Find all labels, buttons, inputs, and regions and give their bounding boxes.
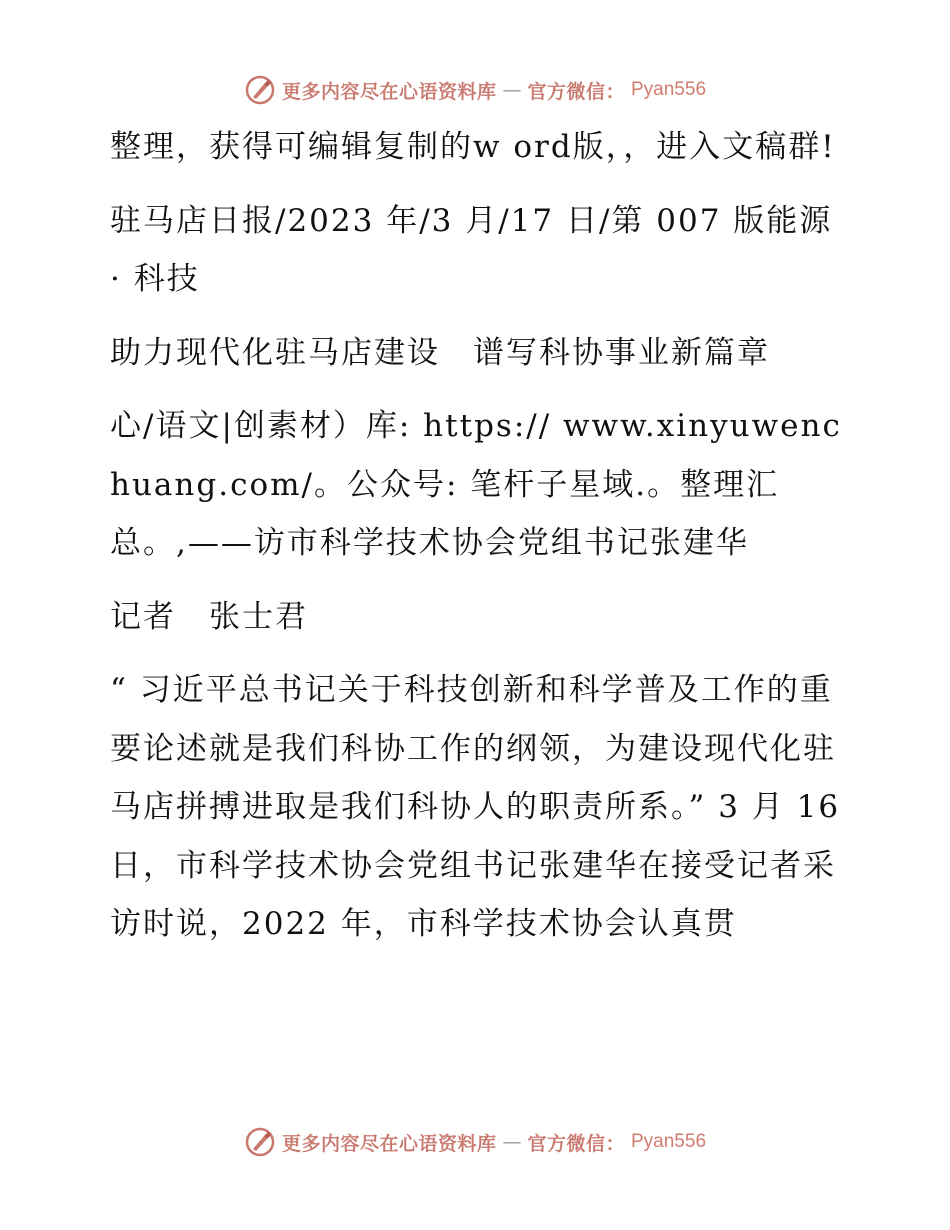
watermark-site-text: 更多内容尽在心语资料库 (281, 1132, 497, 1155)
body-paragraph: “ 习近平总书记关于科技创新和科学普及工作的重要论述就是我们科协工作的纲领，为建设现代化驻马店拼搏进取是我们科协人的职责所系。” 3 月 16 日，市科学技术协会党组书记张建华在接受记者采访时说，2022 年，市科学技术协会认真贯 (110, 672, 841, 942)
header-watermark (0, 70, 950, 110)
watermark-wechat-id: Pyan556 (631, 1131, 707, 1152)
watermark-wechat-id: Pyan556 (631, 79, 707, 100)
source-line: 驻马店日报/2023 年/3 月/17 日/第 007 版能源 · 科技 (110, 202, 833, 297)
pen-circle-icon (244, 74, 276, 106)
footer-watermark (0, 1122, 950, 1162)
watermark-official-label: 官方微信： (527, 1132, 625, 1155)
article-title: 助力现代化驻马店建设 谱写科协事业新篇章 (110, 334, 770, 371)
document-body (98, 118, 850, 969)
watermark-official-label: 官方微信： (527, 80, 625, 103)
watermark-separator: — (502, 1131, 522, 1153)
byline: 记者 张士君 (110, 598, 308, 635)
watermark-site-text: 更多内容尽在心语资料库 (281, 80, 497, 103)
pen-circle-icon (244, 1126, 276, 1158)
intro-paragraph: 整理，获得可编辑复制的w ord版，，进入文稿群! (110, 129, 836, 165)
subtitle-paragraph: 心/语文|创素材）库: https:// www.xinyuwenchuang.com/。公众号: 笔杆子星域.。整理汇总。,——访市科学技术协会党组书记张建华 (110, 408, 842, 561)
watermark-separator: — (502, 79, 522, 101)
